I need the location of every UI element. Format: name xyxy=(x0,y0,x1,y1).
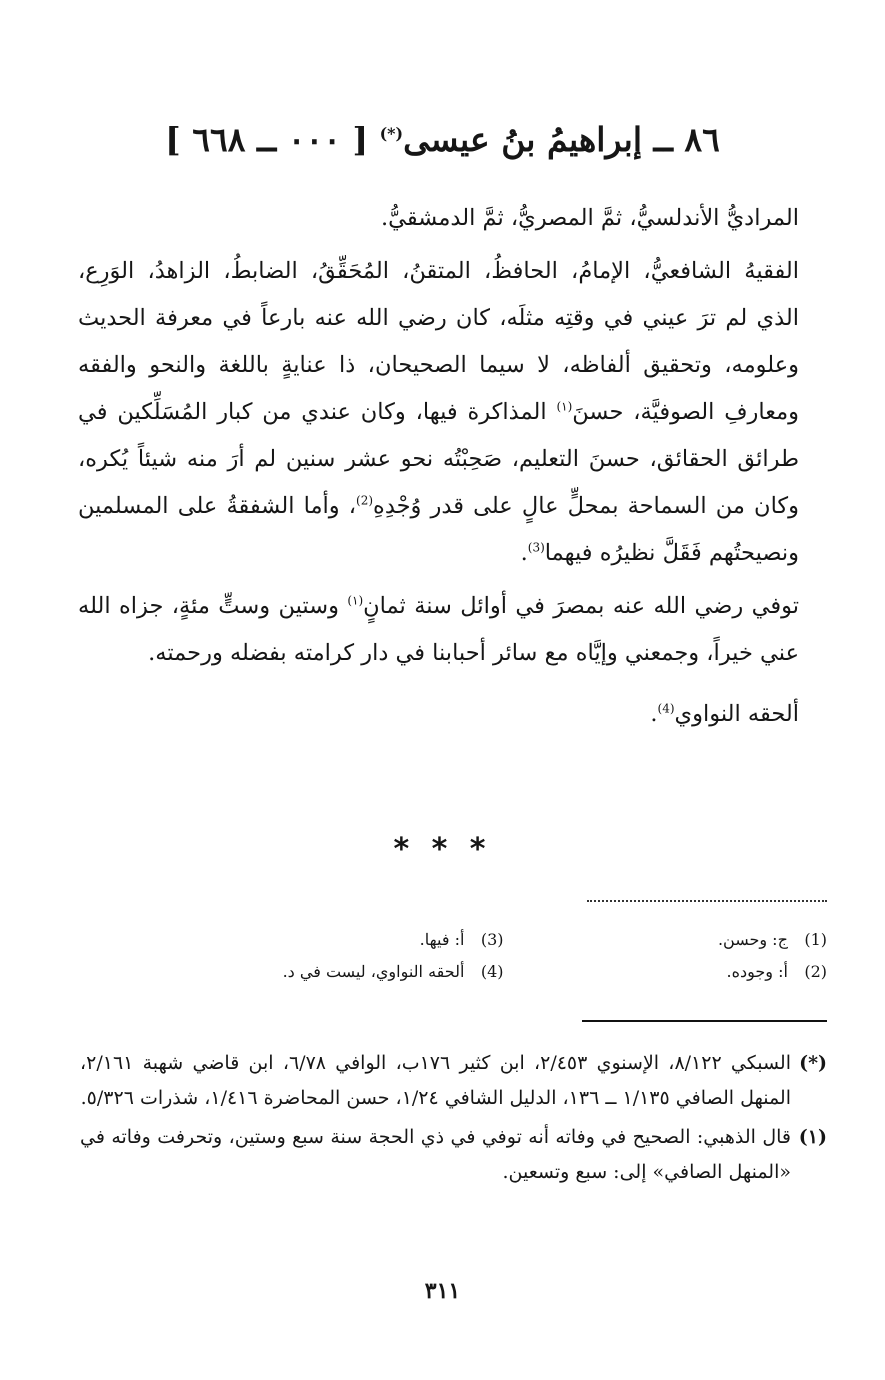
footnotes-divider xyxy=(582,1020,827,1022)
variant-notes-row xyxy=(180,956,827,988)
variant-note-number: (2) xyxy=(804,962,827,981)
footnote xyxy=(80,1046,827,1116)
variant-note-number: (3) xyxy=(480,930,504,949)
variant-note xyxy=(504,924,828,956)
nisba-line: المراديُّ الأندلسيُّ، ثمَّ المصريُّ، ثمَّ الدمشقيُّ. xyxy=(381,205,799,231)
variant-notes-row xyxy=(180,924,827,956)
biography-paragraph xyxy=(78,248,799,577)
variant-note-text: ألحقه النواوي، ليست في د. xyxy=(282,962,465,981)
biography-text-2: المذاكرة فيها، وكان عندي من كبار المُسَلِّكين في طرائق الحقائق، حسنَ التعليم، صَحِبْتُه نحو عشر سنين لم أرَ منه شيئاً يُكره، وكان من السماحة بمحلٍّ عالٍ على قدر وُجْدِهِ xyxy=(78,399,800,519)
entry-heading xyxy=(150,108,735,166)
variant-ref-4: (4) xyxy=(657,701,675,716)
variant-ref-3: (3) xyxy=(527,540,545,555)
source-note-mark: (*) xyxy=(379,124,404,143)
variant-note xyxy=(180,956,504,988)
biography-text-3: ، وأما الشفقةُ على المسلمين ونصيحتُهم فَقَلَّ نظيرُه فيهما xyxy=(78,493,799,566)
variant-notes-divider xyxy=(587,900,827,902)
footnote-mark: (*) xyxy=(799,1052,827,1074)
addendum-text: ألحقه النواوي xyxy=(674,701,799,727)
death-text-1: توفي رضي الله عنه بمصرَ في أوائل سنة ثمانٍ xyxy=(363,593,799,619)
footnote-ref-1: (١) xyxy=(347,593,364,608)
variant-notes xyxy=(180,924,827,988)
biography-end: . xyxy=(520,540,528,566)
entry-body xyxy=(78,195,799,738)
entry-dates: [ ٠٠٠ ــ ٦٦٨ ] xyxy=(165,120,369,159)
entry-title: ٨٦ ــ إبراهيمُ بنُ عيسى xyxy=(403,120,720,159)
footnote-text: السبكي ٨/١٢٢، الإسنوي ٢/٤٥٣، ابن كثير ١٧٦ب، الوافي ٦/٧٨، ابن قاضي شهبة ٢/١٦١، المنهل الصافي ١/١٣٥ ــ ١٣٦، الدليل الشافي ١/٢٤، حسن المحاضرة ١/٤١٦، شذرات ٥/٣٢٦. xyxy=(80,1052,791,1109)
variant-note-text: ج: وحسن. xyxy=(717,930,788,949)
page-number: ٣١١ xyxy=(424,1278,461,1304)
variant-note-text: أ: فيها. xyxy=(419,930,465,949)
section-separator: * * * xyxy=(393,832,492,867)
death-text-2: وستين وستٍّ مئةٍ، جزاه الله عني خيراً، وجمعني وإيَّاه مع سائر أحبابنا في دار كرامته بفضله ورحمته. xyxy=(78,593,799,666)
variant-ref-2: (2) xyxy=(356,493,374,508)
variant-note xyxy=(180,924,504,956)
variant-note-text: أ: وجوده. xyxy=(726,962,788,981)
footnote-mark: (١) xyxy=(798,1126,827,1148)
variant-note-number: (4) xyxy=(480,962,504,981)
addendum-line xyxy=(78,691,799,738)
biography-text-1: الفقيهُ الشافعيُّ، الإمامُ، الحافظُ، المتقنُ، المُحَقِّقُ، الضابطُ، الزاهدُ، الوَرِع، الذي لم ترَ عيني في وقتِه مثلَه، كان رضي الله عنه بارعاً في معرفة الحديث وعلومه، وتحقيق ألفاظه، لا سيما الصحيحان، ذا عنايةٍ باللغة والنحو والفقه ومعارفِ الصوفيَّة، حسنَ xyxy=(78,258,800,425)
addendum-end: . xyxy=(650,701,658,727)
footnote xyxy=(80,1120,827,1190)
footnotes xyxy=(80,1046,827,1194)
footnote-text: قال الذهبي: الصحيح في وفاته أنه توفي في ذي الحجة سنة سبع وستين، وتحرفت وفاته في «المنهل الصافي» إلى: سبع وتسعين. xyxy=(80,1126,791,1183)
death-paragraph xyxy=(78,583,799,677)
variant-ref-1: (١) xyxy=(556,399,573,414)
variant-note xyxy=(504,956,828,988)
variant-note-number: (1) xyxy=(804,930,827,949)
